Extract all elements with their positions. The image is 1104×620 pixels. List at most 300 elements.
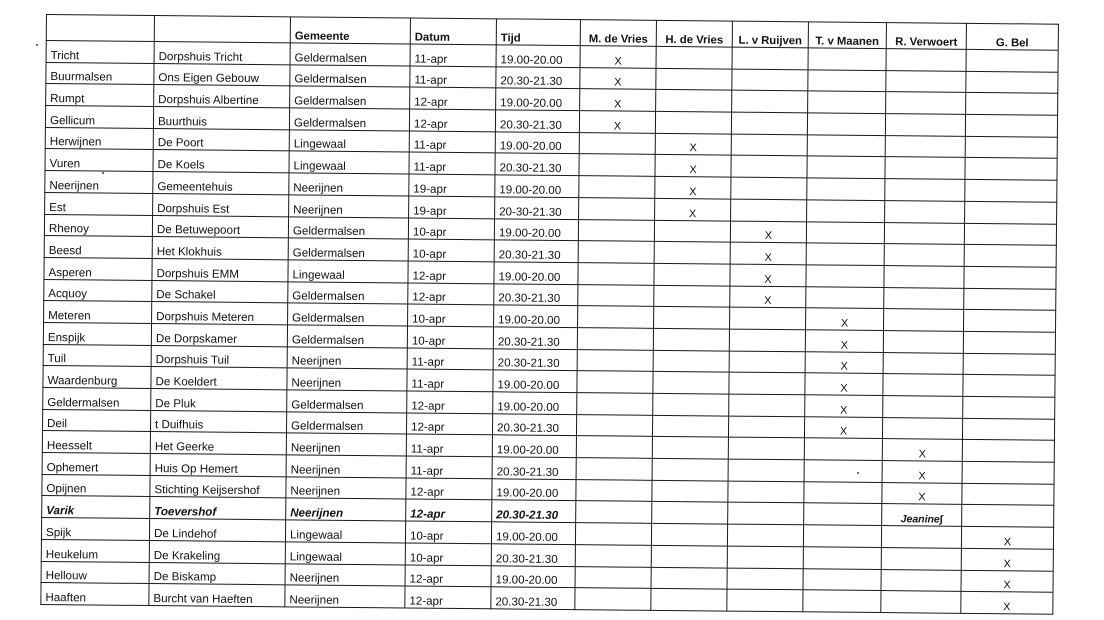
cell-tijd: 20-30-21.30	[495, 197, 579, 219]
cell-gemeente: Neerijnen	[287, 368, 407, 391]
cell-plaats: Opijnen	[42, 474, 150, 497]
empty-cell	[578, 219, 654, 241]
empty-cell	[964, 288, 1056, 311]
scan-speck	[36, 44, 38, 46]
empty-cell	[963, 396, 1055, 419]
cell-tijd: 19.00-20.00	[494, 305, 578, 327]
assignment-mark: X	[655, 133, 731, 155]
empty-cell	[576, 414, 652, 436]
empty-cell	[883, 352, 963, 374]
header-m-de-vries: M. de Vries	[580, 20, 656, 47]
empty-cell	[653, 350, 729, 372]
empty-cell	[881, 569, 961, 591]
assignment-mark: X	[730, 286, 806, 308]
empty-cell	[656, 68, 732, 90]
cell-locatie: Buurthuis	[153, 107, 289, 130]
empty-cell	[881, 547, 961, 569]
cell-plaats: Geldermalsen	[43, 387, 151, 410]
assignment-name-cell	[882, 504, 962, 526]
cell-locatie: Dorpshuis Meteren	[152, 302, 288, 325]
cell-locatie: Dorpshuis Tuil	[151, 345, 287, 368]
cell-locatie: De Pluk	[151, 389, 287, 412]
cell-locatie: Toevershof	[150, 497, 286, 520]
scan-speck	[102, 172, 104, 174]
empty-cell	[884, 309, 964, 331]
cell-gemeente: Neerijnen	[286, 433, 406, 456]
cell-gemeente: Neerijnen	[287, 346, 407, 369]
empty-cell	[962, 461, 1054, 484]
empty-cell	[886, 92, 966, 114]
cell-gemeente: Neerijnen	[289, 173, 409, 196]
cell-datum: 12-apr	[410, 87, 496, 110]
cell-plaats: Herwijnen	[45, 127, 153, 150]
empty-cell	[962, 505, 1054, 528]
cell-plaats: Heukelum	[41, 539, 149, 562]
empty-cell	[578, 241, 654, 263]
cell-datum: 10-apr	[407, 326, 493, 349]
empty-cell	[653, 372, 729, 394]
empty-cell	[885, 179, 965, 201]
cell-datum: 12-apr	[409, 109, 495, 132]
empty-cell	[652, 437, 728, 459]
empty-cell	[728, 503, 804, 525]
empty-cell	[727, 546, 803, 568]
cell-locatie: Stichting Keijsershof	[150, 475, 286, 498]
cell-datum: 11-apr	[409, 152, 495, 175]
cell-gemeente: Lingewaal	[288, 260, 408, 283]
cell-gemeente: Lingewaal	[289, 130, 409, 153]
empty-cell	[652, 458, 728, 480]
cell-tijd: 20.30-21.30	[492, 457, 576, 479]
assignment-mark: X	[882, 461, 962, 483]
assignment-mark: X	[882, 482, 962, 504]
cell-datum: 19-apr	[409, 196, 495, 219]
empty-cell	[966, 71, 1058, 94]
assignment-mark: X	[805, 395, 883, 417]
empty-cell	[963, 331, 1055, 354]
empty-cell	[807, 135, 885, 157]
assignment-mark: X	[730, 264, 806, 286]
empty-cell	[804, 460, 882, 482]
cell-plaats: Tuil	[43, 344, 151, 367]
cell-tijd: 20.30-21.30	[493, 327, 577, 349]
cell-gemeente: Neerijnen	[286, 477, 406, 500]
empty-cell	[732, 90, 808, 112]
empty-cell	[578, 284, 654, 306]
empty-cell	[654, 263, 730, 285]
schedule-table	[40, 14, 1059, 615]
empty-cell	[962, 483, 1054, 506]
empty-cell	[653, 393, 729, 415]
empty-cell	[729, 372, 805, 394]
header-r-verwoert: R. Verwoert	[886, 23, 966, 50]
assignment-mark: X	[961, 591, 1053, 614]
empty-cell	[728, 416, 804, 438]
empty-cell	[885, 114, 965, 136]
header-locatie	[154, 16, 290, 43]
header-g-bel: G. Bel	[966, 23, 1058, 50]
assignment-mark: X	[805, 373, 883, 395]
cell-locatie: Dorpshuis Est	[153, 193, 289, 216]
cell-locatie: Gemeentehuis	[153, 172, 289, 195]
empty-cell	[808, 91, 886, 113]
empty-cell	[886, 70, 966, 92]
empty-cell	[731, 134, 807, 156]
cell-locatie: Huis Op Hemert	[150, 454, 286, 477]
empty-cell	[803, 590, 881, 612]
empty-cell	[807, 200, 885, 222]
assignment-mark: X	[580, 67, 656, 89]
empty-cell	[962, 418, 1054, 441]
empty-cell	[965, 114, 1057, 137]
cell-locatie: De Dorpskamer	[151, 323, 287, 346]
assignment-mark: X	[580, 89, 656, 111]
empty-cell	[728, 437, 804, 459]
cell-locatie: De Krakeling	[149, 540, 285, 563]
empty-cell	[962, 440, 1054, 463]
cell-gemeente: Geldermalsen	[287, 390, 407, 413]
cell-tijd: 19.00-20.00	[495, 132, 579, 154]
empty-cell	[808, 70, 886, 92]
empty-cell	[576, 479, 652, 501]
cell-gemeente: Neerijnen	[286, 498, 406, 521]
cell-plaats: Rhenoy	[44, 214, 152, 237]
empty-cell	[966, 49, 1058, 72]
empty-cell	[804, 438, 882, 460]
empty-cell	[651, 523, 727, 545]
cell-tijd: 19.00-20.00	[496, 45, 580, 67]
empty-cell	[884, 222, 964, 244]
cell-plaats: Varik	[42, 496, 150, 519]
cell-datum: 12-apr	[406, 478, 492, 501]
cell-gemeente: Neerijnen	[289, 195, 409, 218]
assignment-mark: X	[805, 351, 883, 373]
cell-tijd: 20.30-21.30	[496, 67, 580, 89]
header-plaats	[46, 15, 154, 42]
cell-tijd: 20.30-21.30	[491, 587, 575, 609]
cell-tijd: 20.30-21.30	[495, 110, 579, 132]
empty-cell	[963, 353, 1055, 376]
empty-cell	[885, 157, 965, 179]
cell-gemeente: Geldermalsen	[286, 412, 406, 435]
assignment-mark: X	[655, 155, 731, 177]
empty-cell	[576, 436, 652, 458]
cell-plaats: Haaften	[41, 583, 149, 606]
empty-cell	[965, 201, 1057, 224]
cell-gemeente: Geldermalsen	[290, 43, 410, 66]
empty-cell	[579, 197, 655, 219]
assignment-mark: X	[806, 308, 884, 330]
cell-plaats: Vuren	[45, 149, 153, 172]
cell-datum: 10-apr	[405, 521, 491, 544]
empty-cell	[803, 568, 881, 590]
header-t-v-maanen: T. v Maanen	[808, 22, 886, 49]
empty-cell	[579, 132, 655, 154]
cell-locatie: De Koels	[153, 150, 289, 173]
cell-tijd: 19.00-20.00	[494, 218, 578, 240]
assignment-mark: X	[882, 439, 962, 461]
empty-cell	[807, 178, 885, 200]
schedule-sheet	[40, 14, 1058, 615]
empty-cell	[965, 136, 1057, 159]
empty-cell	[655, 111, 731, 133]
empty-cell	[575, 588, 651, 610]
cell-locatie: De Betuwepoort	[152, 215, 288, 238]
empty-cell	[884, 287, 964, 309]
cell-plaats: Est	[45, 192, 153, 215]
assignment-mark: X	[961, 548, 1053, 571]
assignment-mark: X	[730, 242, 806, 264]
cell-datum: 19-apr	[409, 174, 495, 197]
cell-tijd: 19.00-20.00	[495, 175, 579, 197]
empty-cell	[578, 262, 654, 284]
cell-tijd: 20.30-21.30	[495, 153, 579, 175]
cell-datum: 11-apr	[407, 369, 493, 392]
cell-gemeente: Lingewaal	[285, 542, 405, 565]
cell-plaats: Tricht	[46, 41, 154, 64]
header-datum: Datum	[410, 18, 496, 45]
cell-locatie: De Lindehof	[149, 519, 285, 542]
empty-cell	[727, 568, 803, 590]
empty-cell	[731, 112, 807, 134]
empty-cell	[653, 328, 729, 350]
cell-locatie: De Poort	[153, 128, 289, 151]
assignment-mark: X	[730, 221, 806, 243]
empty-cell	[883, 330, 963, 352]
cell-plaats: Ophemert	[42, 453, 150, 476]
cell-datum: 10-apr	[408, 217, 494, 240]
empty-cell	[731, 156, 807, 178]
empty-cell	[966, 93, 1058, 116]
cell-datum: 12-apr	[407, 391, 493, 414]
cell-datum: 11-apr	[406, 434, 492, 457]
empty-cell	[731, 199, 807, 221]
cell-tijd: 20.30-21.30	[492, 413, 576, 435]
cell-gemeente: Lingewaal	[285, 520, 405, 543]
cell-plaats: Buurmalsen	[46, 62, 154, 85]
cell-datum: 10-apr	[408, 304, 494, 327]
empty-cell	[803, 525, 881, 547]
assignment-mark: X	[580, 46, 656, 68]
empty-cell	[577, 371, 653, 393]
cell-plaats: Waardenburg	[43, 366, 151, 389]
empty-cell	[729, 351, 805, 373]
cell-datum: 12-apr	[406, 499, 492, 522]
cell-locatie: Ons Eigen Gebouw	[154, 63, 290, 86]
cell-tijd: 20.30-21.30	[494, 283, 578, 305]
cell-plaats: Rumpt	[46, 84, 154, 107]
empty-cell	[807, 113, 885, 135]
cell-gemeente: Geldermalsen	[288, 216, 408, 239]
empty-cell	[652, 480, 728, 502]
empty-cell	[651, 567, 727, 589]
empty-cell	[654, 220, 730, 242]
cell-gemeente: Neerijnen	[286, 455, 406, 478]
empty-cell	[804, 503, 882, 525]
empty-cell	[651, 589, 727, 611]
cell-locatie: Burcht van Haeften	[149, 584, 285, 607]
empty-cell	[964, 266, 1056, 289]
cell-locatie: Dorpshuis EMM	[152, 258, 288, 281]
header-h-de-vries: H. de Vries	[656, 20, 732, 47]
empty-cell	[576, 458, 652, 480]
cell-tijd: 20.30-21.30	[492, 500, 576, 522]
empty-cell	[577, 349, 653, 371]
cell-plaats: Meteren	[44, 301, 152, 324]
cell-plaats: Spijk	[41, 518, 149, 541]
empty-cell	[654, 242, 730, 264]
empty-cell	[651, 545, 727, 567]
empty-cell	[656, 90, 732, 112]
cell-gemeente: Neerijnen	[285, 585, 405, 608]
cell-locatie: Dorpshuis Albertine	[154, 85, 290, 108]
empty-cell	[884, 244, 964, 266]
empty-cell	[804, 482, 882, 504]
cell-tijd: 19.00-20.00	[496, 88, 580, 110]
empty-cell	[807, 156, 885, 178]
scan-speck	[857, 472, 859, 474]
cell-datum: 12-apr	[408, 261, 494, 284]
cell-tijd: 19.00-20.00	[493, 370, 577, 392]
cell-datum: 11-apr	[407, 348, 493, 371]
cell-gemeente: Lingewaal	[289, 151, 409, 174]
cell-datum: 12-apr	[408, 283, 494, 306]
empty-cell	[729, 329, 805, 351]
empty-cell	[575, 544, 651, 566]
cell-tijd: 19.00-20.00	[491, 565, 575, 587]
cell-datum: 10-apr	[408, 239, 494, 262]
cell-locatie: De Schakel	[152, 280, 288, 303]
empty-cell	[883, 396, 963, 418]
cell-gemeente: Geldermalsen	[290, 65, 410, 88]
cell-tijd: 19.00-20.00	[492, 479, 576, 501]
empty-cell	[806, 286, 884, 308]
cell-gemeente: Geldermalsen	[287, 325, 407, 348]
empty-cell	[806, 221, 884, 243]
empty-cell	[882, 417, 962, 439]
empty-cell	[883, 374, 963, 396]
empty-cell	[578, 306, 654, 328]
cell-datum: 12-apr	[405, 586, 491, 609]
empty-cell	[652, 502, 728, 524]
header-l-v-ruijven: L. v Ruijven	[732, 21, 808, 48]
assignment-mark: X	[655, 176, 731, 198]
cell-tijd: 20.30-21.30	[494, 240, 578, 262]
cell-gemeente: Geldermalsen	[288, 238, 408, 261]
empty-cell	[727, 524, 803, 546]
empty-cell	[579, 176, 655, 198]
empty-cell	[575, 523, 651, 545]
empty-cell	[728, 481, 804, 503]
empty-cell	[963, 310, 1055, 333]
empty-cell	[732, 69, 808, 91]
cell-plaats: Neerijnen	[45, 171, 153, 194]
empty-cell	[806, 243, 884, 265]
cell-datum: 11-apr	[406, 456, 492, 479]
empty-cell	[730, 307, 806, 329]
cell-datum: 11-apr	[410, 66, 496, 89]
cell-locatie: Het Geerke	[150, 432, 286, 455]
signature-squiggle: ∫	[939, 513, 943, 526]
cell-tijd: 20.30-21.30	[491, 544, 575, 566]
cell-datum: 11-apr	[410, 44, 496, 67]
empty-cell	[575, 566, 651, 588]
assignment-mark: X	[961, 570, 1053, 593]
cell-datum: 10-apr	[405, 543, 491, 566]
empty-cell	[728, 459, 804, 481]
cell-tijd: 19.00-20.00	[494, 262, 578, 284]
empty-cell	[886, 49, 966, 71]
cell-plaats: Acquoy	[44, 279, 152, 302]
empty-cell	[727, 589, 803, 611]
cell-locatie: Het Klokhuis	[152, 237, 288, 260]
empty-cell	[885, 200, 965, 222]
header-gemeente: Gemeente	[290, 17, 410, 44]
cell-gemeente: Geldermalsen	[290, 86, 410, 109]
cell-gemeente: Geldermalsen	[289, 108, 409, 131]
assignment-name: Jeanine	[900, 513, 940, 526]
empty-cell	[965, 158, 1057, 181]
assignment-mark: X	[804, 416, 882, 438]
cell-locatie: De Biskamp	[149, 562, 285, 585]
cell-locatie: De Koeldert	[151, 367, 287, 390]
empty-cell	[729, 394, 805, 416]
empty-cell	[731, 177, 807, 199]
cell-datum: 12-apr	[405, 564, 491, 587]
header-tijd: Tijd	[496, 19, 580, 46]
empty-cell	[654, 285, 730, 307]
cell-datum: 11-apr	[409, 131, 495, 154]
empty-cell	[577, 393, 653, 415]
assignment-mark: X	[579, 111, 655, 133]
cell-gemeente: Geldermalsen	[288, 303, 408, 326]
cell-tijd: 19.00-20.00	[491, 522, 575, 544]
cell-plaats: Heesselt	[42, 431, 150, 454]
cell-gemeente: Neerijnen	[285, 563, 405, 586]
empty-cell	[806, 265, 884, 287]
assignment-mark: X	[961, 526, 1053, 549]
cell-plaats: Asperen	[44, 257, 152, 280]
assignment-mark: X	[655, 198, 731, 220]
schedule-body	[41, 41, 1058, 615]
cell-tijd: 19.00-20.00	[492, 435, 576, 457]
empty-cell	[881, 591, 961, 613]
cell-gemeente: Geldermalsen	[288, 281, 408, 304]
cell-tijd: 19.00-20.00	[493, 392, 577, 414]
empty-cell	[881, 526, 961, 548]
cell-plaats: Deil	[42, 409, 150, 432]
empty-cell	[803, 547, 881, 569]
empty-cell	[579, 154, 655, 176]
cell-datum: 12-apr	[406, 413, 492, 436]
empty-cell	[576, 501, 652, 523]
empty-cell	[652, 415, 728, 437]
cell-plaats: Enspijk	[43, 322, 151, 345]
cell-plaats: Gellicum	[45, 106, 153, 129]
empty-cell	[808, 48, 886, 70]
empty-cell	[963, 375, 1055, 398]
cell-tijd: 20.30-21.30	[493, 348, 577, 370]
cell-locatie: t Duifhuis	[150, 410, 286, 433]
empty-cell	[964, 245, 1056, 268]
cell-plaats: Beesd	[44, 236, 152, 259]
cell-plaats: Hellouw	[41, 561, 149, 584]
assignment-mark: X	[805, 330, 883, 352]
empty-cell	[654, 307, 730, 329]
empty-cell	[884, 265, 964, 287]
empty-cell	[964, 223, 1056, 246]
empty-cell	[577, 328, 653, 350]
